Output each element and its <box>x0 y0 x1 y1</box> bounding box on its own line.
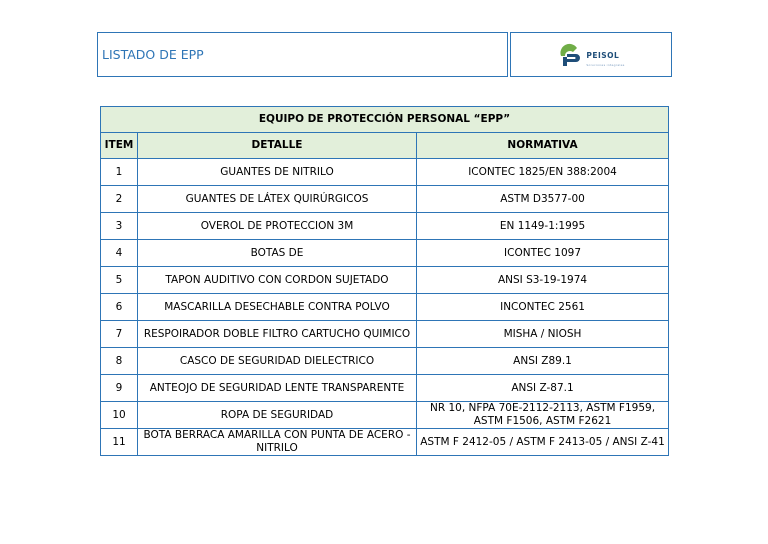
cell-normativa: ASTM F 2412-05 / ASTM F 2413-05 / ANSI Z-41 <box>417 429 669 456</box>
company-logo <box>557 42 624 68</box>
table-row <box>101 159 669 186</box>
table-row <box>101 267 669 294</box>
cell-detalle: OVEROL DE PROTECCION 3M <box>138 213 417 240</box>
table-row <box>101 348 669 375</box>
table-title: EQUIPO DE PROTECCIÓN PERSONAL “EPP” <box>101 107 669 133</box>
cell-detalle: BOTA BERRACA AMARILLA CON PUNTA DE ACERO - NITRILO <box>138 429 417 456</box>
cell-item: 1 <box>101 159 138 186</box>
cell-detalle: BOTAS DE <box>138 240 417 267</box>
cell-detalle: ROPA DE SEGURIDAD <box>138 402 417 429</box>
cell-item: 11 <box>101 429 138 456</box>
cell-item: 2 <box>101 186 138 213</box>
cell-item: 4 <box>101 240 138 267</box>
cell-normativa: ANSI Z-87.1 <box>417 375 669 402</box>
cell-detalle: TAPON AUDITIVO CON CORDON SUJETADO <box>138 267 417 294</box>
table-row <box>101 240 669 267</box>
epp-table <box>100 106 669 456</box>
column-header-item: ITEM <box>101 133 138 159</box>
table-row <box>101 213 669 240</box>
cell-normativa: NR 10, NFPA 70E-2112-2113, ASTM F1959, ASTM F1506, ASTM F2621 <box>417 402 669 429</box>
cell-normativa: ICONTEC 1097 <box>417 240 669 267</box>
cell-normativa: ANSI Z89.1 <box>417 348 669 375</box>
table-title-row <box>101 107 669 133</box>
table-row <box>101 321 669 348</box>
column-header-detalle: DETALLE <box>138 133 417 159</box>
cell-detalle: ANTEOJO DE SEGURIDAD LENTE TRANSPARENTE <box>138 375 417 402</box>
table-row <box>101 429 669 456</box>
cell-item: 3 <box>101 213 138 240</box>
table-row <box>101 294 669 321</box>
document-title-box <box>97 32 508 77</box>
cell-detalle: RESPOIRADOR DOBLE FILTRO CARTUCHO QUIMICO <box>138 321 417 348</box>
cell-detalle: MASCARILLA DESECHABLE CONTRA POLVO <box>138 294 417 321</box>
cell-item: 6 <box>101 294 138 321</box>
cell-item: 5 <box>101 267 138 294</box>
cell-normativa: ICONTEC 1825/EN 388:2004 <box>417 159 669 186</box>
cell-normativa: INCONTEC 2561 <box>417 294 669 321</box>
cell-item: 8 <box>101 348 138 375</box>
logo-wordmark: PEISOL <box>586 50 620 60</box>
cell-normativa: EN 1149-1:1995 <box>417 213 669 240</box>
cell-item: 10 <box>101 402 138 429</box>
table-header-row <box>101 133 669 159</box>
logo-tagline: Soluciones integrales <box>586 62 625 67</box>
cell-normativa: ANSI S3-19-1974 <box>417 267 669 294</box>
cell-item: 7 <box>101 321 138 348</box>
table-row <box>101 402 669 429</box>
cell-detalle: GUANTES DE LÁTEX QUIRÚRGICOS <box>138 186 417 213</box>
logo-mark-icon <box>557 42 583 68</box>
table-row <box>101 375 669 402</box>
column-header-normativa: NORMATIVA <box>417 133 669 159</box>
cell-detalle: CASCO DE SEGURIDAD DIELECTRICO <box>138 348 417 375</box>
cell-detalle: GUANTES DE NITRILO <box>138 159 417 186</box>
cell-normativa: MISHA / NIOSH <box>417 321 669 348</box>
logo-box <box>510 32 672 77</box>
cell-normativa: ASTM D3577-00 <box>417 186 669 213</box>
cell-item: 9 <box>101 375 138 402</box>
document-title: LISTADO DE EPP <box>102 47 204 62</box>
table-row <box>101 186 669 213</box>
